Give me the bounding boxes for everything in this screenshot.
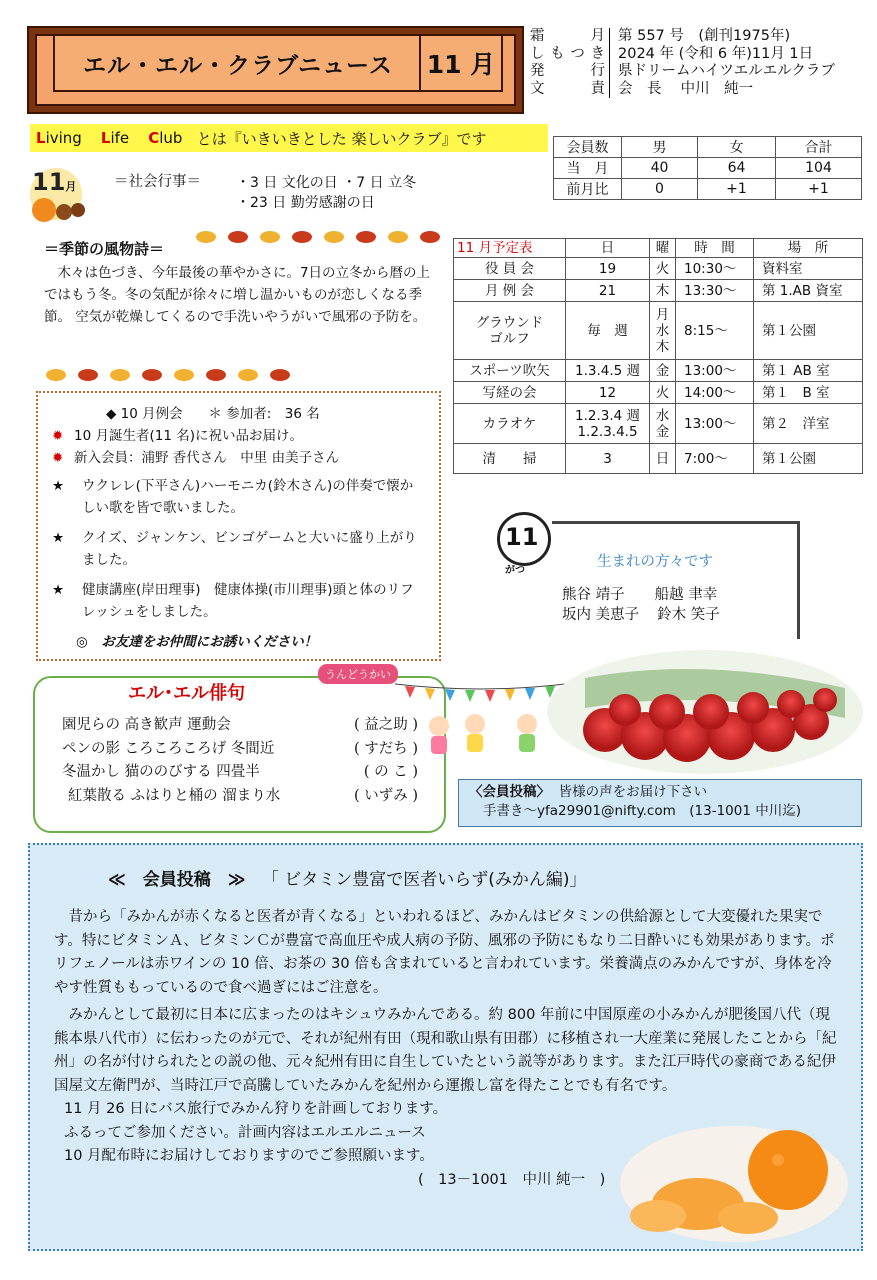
sports-day-badge: うんどうかい xyxy=(318,664,398,684)
meta-value: 第 557 号 (創刊1975年) xyxy=(618,28,791,44)
bunting-decoration xyxy=(395,680,565,700)
monthly-meeting-box xyxy=(36,391,441,661)
events-line-2: ・23 日 勤労感謝の日 xyxy=(236,195,375,211)
essay-label: ≪ 会員投稿 ≫ xyxy=(108,870,246,890)
haiku-title: エル･エル俳句 xyxy=(128,683,245,704)
meeting-heading: ◆ 10 月例会 xyxy=(106,406,183,422)
leaf-decoration-2 xyxy=(40,366,296,385)
table-row: グラウンド ゴルフ 毎 週 月 水 木 8:15～ 第１公園 xyxy=(454,302,863,360)
essay-notice: 11 月 26 日にバス旅行でみかん狩りを計画しております。 ふるってご参加ください。計画内容はエルエルニュース 10 月配布時にお届けしておりますのでご参照願います。 ( 13－1001 中川 純一 ) xyxy=(54,1098,843,1192)
table-row: 清 掃 3 日 7:00～ 第１公園 xyxy=(454,444,863,474)
submission-notice: 〈会員投稿〉 皆様の声をお届け下さい 手書き～yfa29901@nifty.com (13-1001 中川迄) xyxy=(458,779,862,827)
list-item: 紅葉散る ふはりと桶の 溜まり水 ( いずみ ) xyxy=(68,787,418,804)
club-tagline: L iving L ife C lub とは『いきいきとした 楽しいクラブ』です xyxy=(30,124,548,152)
birthday-names xyxy=(562,585,720,625)
member-name: 熊谷 靖子 xyxy=(562,587,625,603)
leaf-decoration xyxy=(190,228,446,247)
schedule-table xyxy=(453,238,863,474)
member-name: 船越 聿幸 xyxy=(654,587,718,603)
table-row: 当 月 40 64 104 xyxy=(554,158,862,179)
issue-meta xyxy=(530,28,860,98)
meta-key: しもつき xyxy=(530,46,610,64)
mandarin-oranges-image xyxy=(618,1120,850,1244)
table-row: カラオケ 1.2.3.4 週 1.2.3.4.5 水 金 13:00～ 第２ 洋室 xyxy=(454,404,863,444)
haiku-list xyxy=(62,714,418,808)
list-item: ★ 健康講座(岸田理事) 健康体操(市川理事)頭と体のリフレッシュをしました。 xyxy=(52,582,414,620)
member-name: 鈴木 笑子 xyxy=(657,607,720,623)
badge-number: 11 xyxy=(32,168,66,196)
meta-key: 文 責 xyxy=(530,81,610,99)
birthday-badge: 11がつ xyxy=(497,512,551,566)
member-name: 坂内 美恵子 xyxy=(562,607,640,623)
meta-key: 霜 月 xyxy=(530,28,610,46)
kochia-photo xyxy=(545,648,863,776)
birthday-title: 生まれの方々です xyxy=(597,554,713,570)
newsletter-title: エル・エル・クラブニュース xyxy=(53,34,423,92)
essay-paragraph-2: みかんとして最初に日本に広まったのはキシュウみかんである。約 800 年前に中国原産の小みかんが肥後国八代（現熊本県八代市）に伝わったのが元で、それが紀州有田（現和歌山県有田郡）に移植され一大産業に発展したことから「紀州」の名が付けられたとの説の他、元々紀州有田に自生していたという説等があります。また江戸時代の豪商である紀伊国屋文左衛門が、当時江戸で高騰していたみかんを紀州から運搬し富を得たことでも有名です。 xyxy=(54,1007,837,1094)
invite-note: ◎ お友達をお仲間にお誘いください！ xyxy=(76,634,318,650)
list-item: ★ クイズ、ジャンケン、ビンゴゲームと大いに盛り上がりました。 xyxy=(52,530,417,568)
meta-value: 2024 年 (令和 6 年)11月 1日 xyxy=(618,45,814,62)
bunting-icon xyxy=(395,680,565,704)
meta-value: 会 長 中川 純一 xyxy=(618,80,754,97)
list-item: ✹ 10 月誕生者(11 名)に祝い品お届け。 xyxy=(52,428,303,444)
meta-key: 発 行 xyxy=(530,63,610,81)
essay-signature: ( 13－1001 中川 純一 ) xyxy=(418,1171,606,1188)
meta-value: 県ドリームハイツエルエルクラブ xyxy=(618,63,835,79)
masthead xyxy=(27,26,524,114)
list-item: 冬温かし 猫ののびする 四畳半 ( の こ ) xyxy=(62,764,418,780)
table-row: 役 員 会 19 火 10:30～ 資料室 xyxy=(454,258,863,280)
members-table xyxy=(553,136,862,200)
mikan-photo xyxy=(618,1120,850,1244)
table-row: 写経の会 12 火 14:00～ 第１ B 室 xyxy=(454,382,863,404)
events-label: ＝社会行事＝ xyxy=(114,174,201,190)
table-row: 前月比 0 +1 +1 xyxy=(554,179,862,200)
essay-title: 「 ビタミン豊富で医者いらず(みかん編)」 xyxy=(261,870,587,890)
events-line-1: ・3 日 文化の日 ・7 日 立冬 xyxy=(236,175,417,191)
running-children-icon xyxy=(425,710,555,766)
red-kochia-field-image xyxy=(545,648,863,776)
essay-paragraph-1: 昔から「みかんが赤くなると医者が青くなる」といわれるほど、みかんはビタミンの供給源として大変優れた果実です。特にビタミンＡ、ビタミンＣが豊富で高血圧や成人病の予防、風邪の予防にもなり二日酔いにも効果があります。ポリフェノールは赤ワインの 10 倍、お茶の 30 倍も含まれていると言われています。栄養満点のみかんですが、身体を冷やす性質ももっているので食べ過ぎにはご注意を。 xyxy=(54,909,835,996)
list-item: ★ ウクレレ(下平さん)ハーモニカ(鈴木さん)の伴奏で懐かしい歌を皆で歌いました。 xyxy=(52,478,414,516)
children-illustration xyxy=(425,710,555,770)
november-badge: 11月 xyxy=(20,160,92,224)
attendance: ＊ 参加者: 36 名 xyxy=(208,406,320,422)
contact-email: 手書き～yfa29901@nifty.com (13-1001 中川迄) xyxy=(483,803,801,819)
list-item: 園児らの 高き歓声 運動会 ( 益之助 ) xyxy=(62,717,418,733)
issue-month: 11 月 xyxy=(419,34,503,92)
table-row: 月 例 会 21 木 13:30～ 第 1.AB 資室 xyxy=(454,280,863,302)
table-row: スポーツ吹矢 1.3.4.5 週 金 13:00～ 第１ AB 室 xyxy=(454,360,863,382)
season-title: ＝季節の風物詩＝ xyxy=(44,240,165,258)
season-text: 木々は色づき、今年最後の華やかさに。7日の立冬から暦の上ではもう冬。冬の気配が徐々に増し温かいものが恋しくなる季節。 空気が乾燥してくるので手洗いやうがいで風邪の予防を。 xyxy=(44,265,431,325)
list-item: ペンの影 ころころころげ 冬間近 ( すだち ) xyxy=(62,740,418,757)
table-row: 会員数 男 女 合計 xyxy=(554,137,862,158)
notice-label: 〈会員投稿〉 xyxy=(469,784,550,800)
list-item: ✹ 新入会員：浦野 香代さん 中里 由美子さん xyxy=(52,450,340,466)
table-row: 11 月予定表 日 曜 時 間 場 所 xyxy=(454,239,863,258)
